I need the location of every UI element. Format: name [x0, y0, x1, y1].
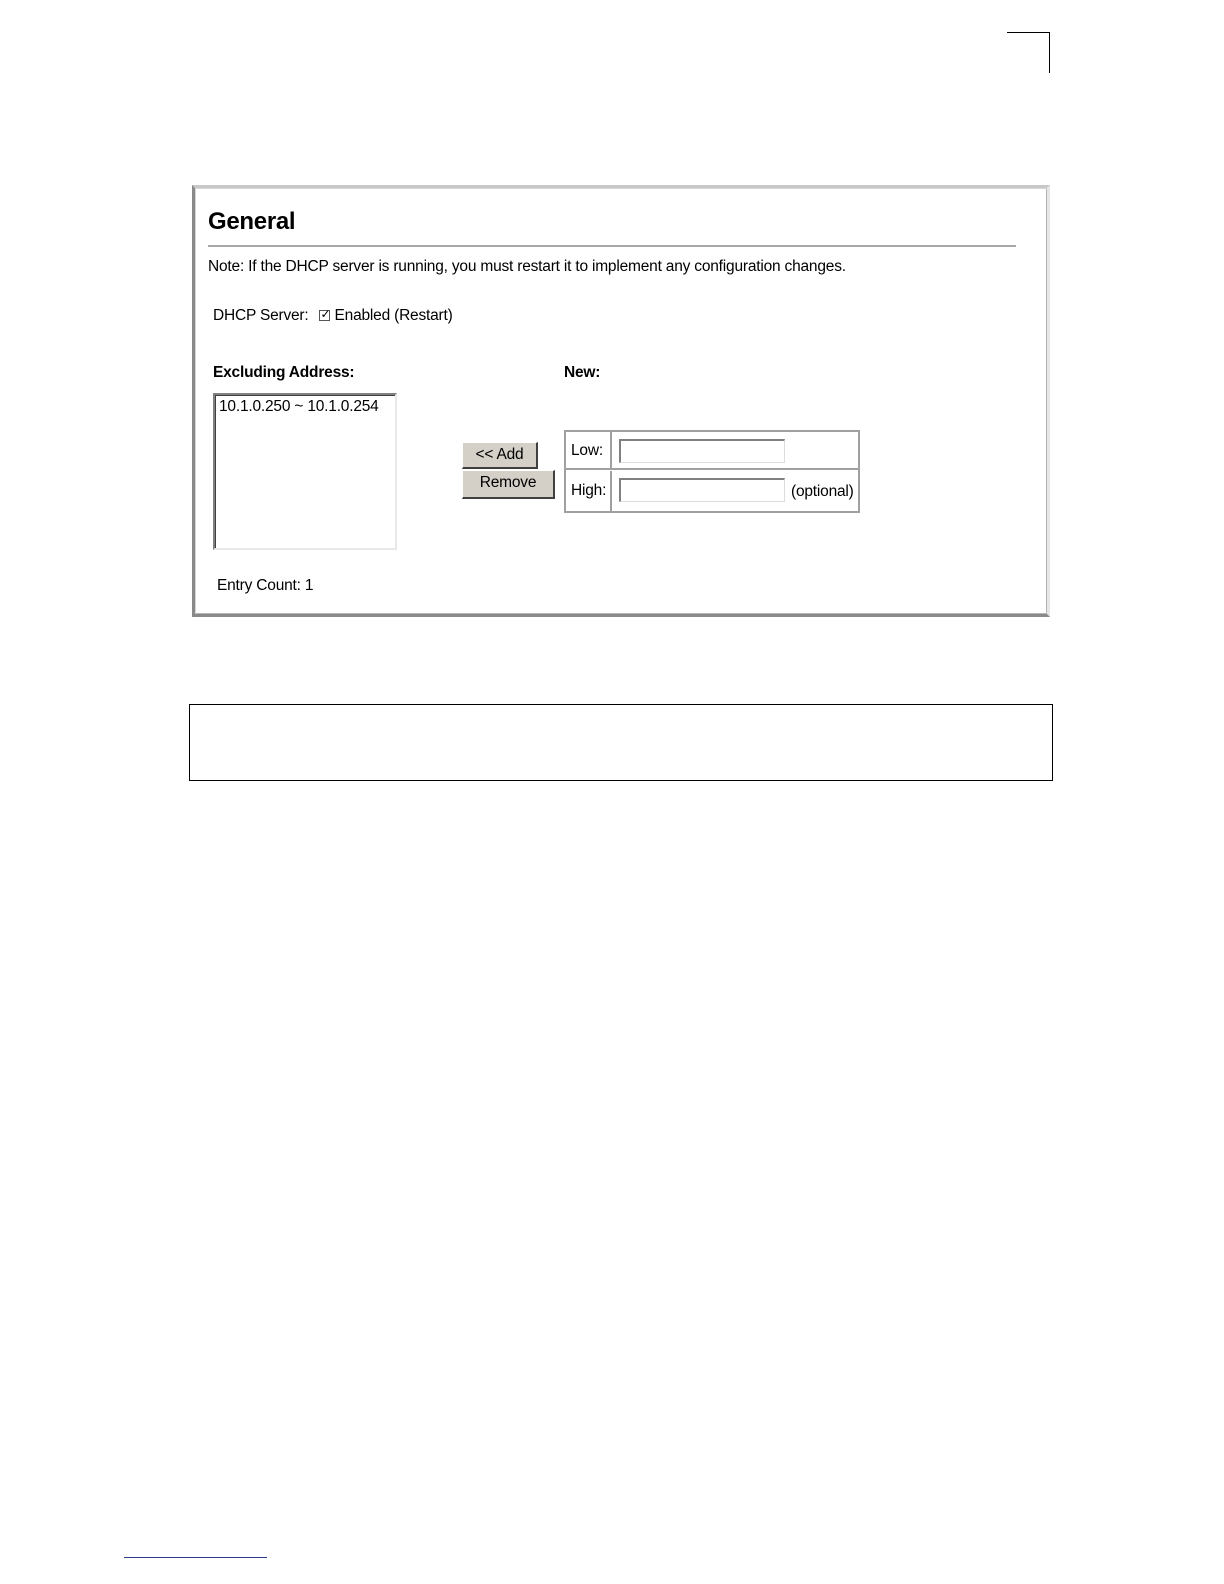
high-row [566, 471, 858, 511]
crop-mark [1007, 32, 1050, 73]
low-row [566, 432, 858, 470]
high-label: High: [566, 471, 612, 511]
low-label: Low: [566, 432, 612, 468]
excluding-address-list[interactable] [213, 393, 397, 550]
dhcp-server-label: DHCP Server: [213, 307, 309, 324]
dhcp-enabled-checkbox[interactable] [319, 306, 331, 321]
add-button[interactable]: << Add [462, 442, 538, 469]
dhcp-general-panel [192, 185, 1050, 617]
footer-rule [124, 1557, 267, 1558]
empty-frame [189, 704, 1053, 781]
optional-label: (optional) [791, 483, 854, 500]
checkmark-icon: ✓ [320, 306, 331, 321]
new-label: New: [564, 364, 601, 381]
excluding-address-label: Excluding Address: [213, 364, 355, 381]
list-item[interactable]: 10.1.0.250 ~ 10.1.0.254 [219, 398, 379, 415]
remove-button[interactable]: Remove [462, 470, 555, 499]
title-divider [208, 245, 1016, 247]
new-range-table [564, 430, 860, 513]
restart-note: Note: If the DHCP server is running, you must restart it to implement any configuration changes. [208, 258, 846, 275]
high-input[interactable] [619, 478, 785, 502]
dhcp-enabled-label: Enabled (Restart) [334, 307, 453, 324]
dhcp-server-row [213, 307, 453, 325]
page-title: General [208, 208, 296, 235]
entry-count: Entry Count: 1 [217, 577, 314, 594]
low-input[interactable] [619, 439, 785, 463]
